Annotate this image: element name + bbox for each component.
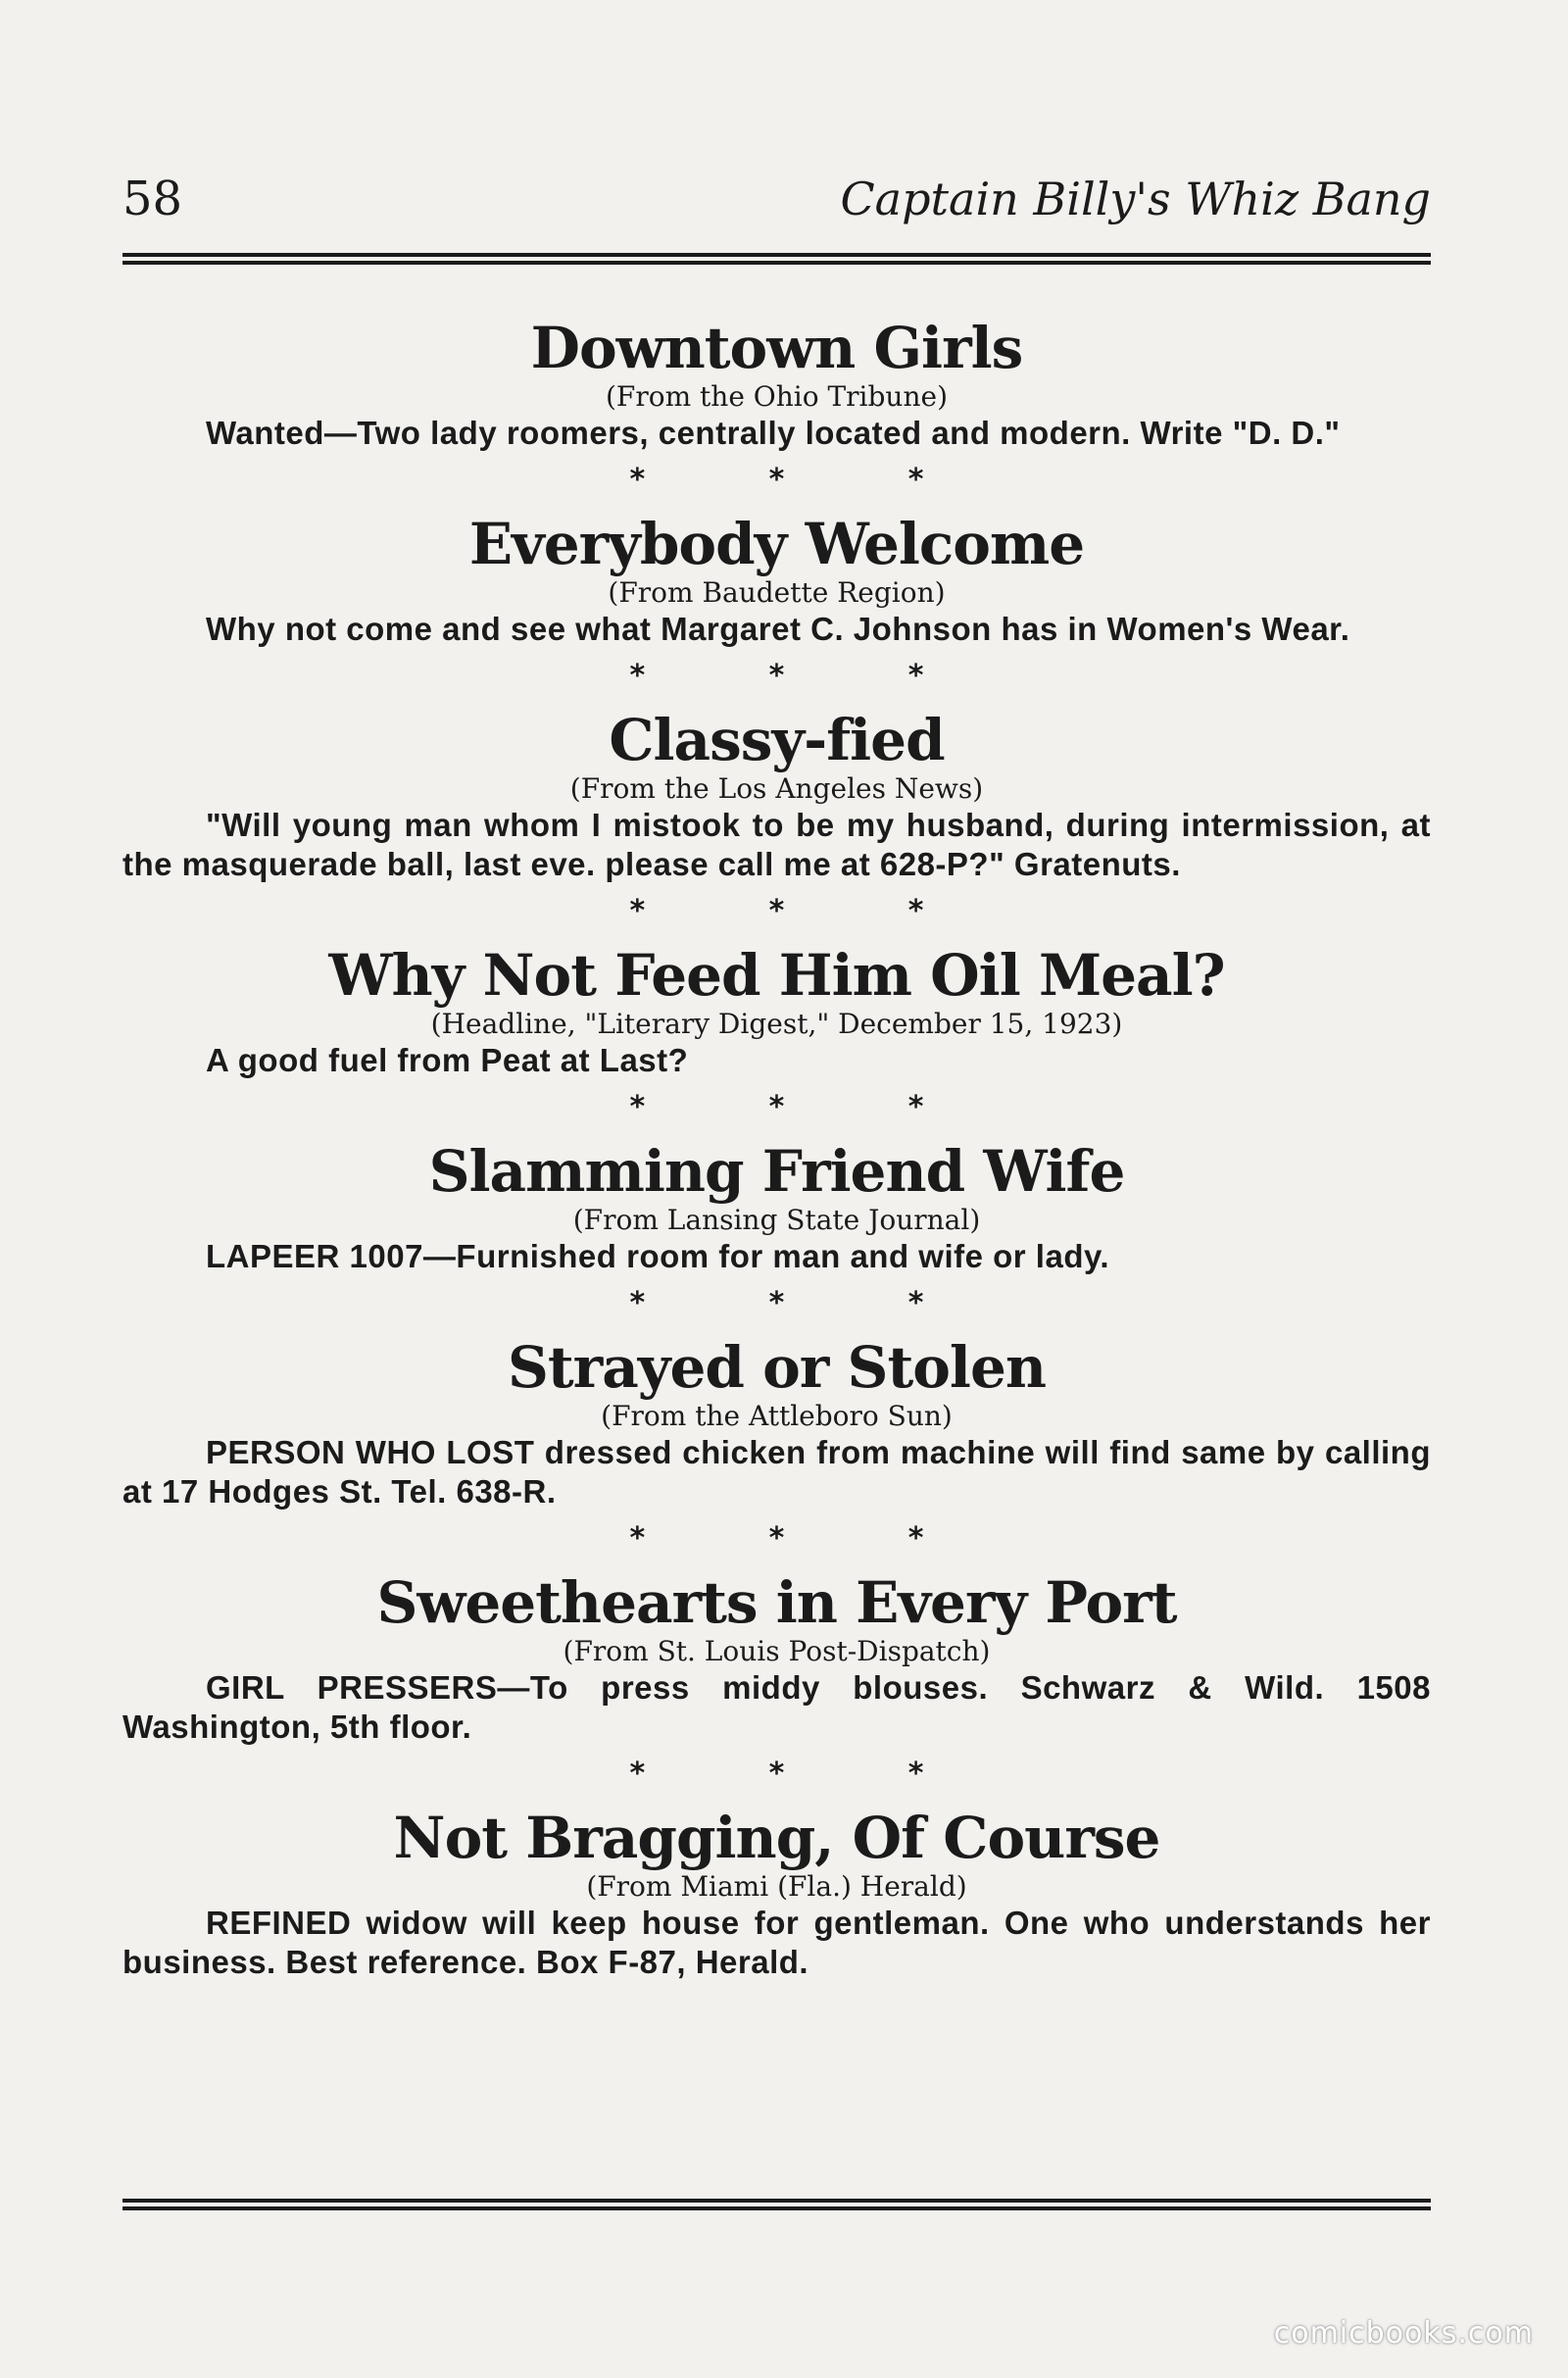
- item-downtown-girls: [122, 316, 1431, 453]
- item-source: (From St. Louis Post-Dispatch): [563, 1635, 991, 1667]
- item-headline: Slamming Friend Wife: [428, 1138, 1125, 1205]
- item-headline: Strayed or Stolen: [507, 1334, 1047, 1401]
- item-source: (From Lansing State Journal): [572, 1204, 981, 1236]
- item-source: (From the Los Angeles News): [569, 772, 984, 805]
- item-headline: Not Bragging, Of Course: [393, 1805, 1160, 1871]
- item-headline: Sweethearts in Every Port: [376, 1569, 1177, 1636]
- item-body: REFINED widow will keep house for gentleman. One who understands her business. Best reference. Box F-87, Herald.: [122, 1905, 1431, 1980]
- item-strayed-or-stolen: [122, 1335, 1431, 1511]
- top-double-rule: [122, 253, 1431, 265]
- asterism-separator: * * *: [629, 659, 981, 693]
- item-slamming-friend-wife: [122, 1139, 1431, 1276]
- item-source: (From Miami (Fla.) Herald): [586, 1870, 967, 1903]
- asterism-separator: * * *: [629, 1757, 981, 1791]
- asterism-separator: * * *: [629, 1090, 981, 1124]
- magazine-title: Captain Billy's Whiz Bang: [840, 173, 1431, 225]
- page-number: 58: [122, 172, 183, 226]
- item-everybody-welcome: [122, 512, 1431, 649]
- item-body: GIRL PRESSERS—To press middy blouses. Schwarz & Wild. 1508 Washington, 5th floor.: [122, 1669, 1431, 1745]
- item-source: (Headline, "Literary Digest," December 15, 1923): [430, 1008, 1123, 1040]
- item-headline: Why Not Feed Him Oil Meal?: [328, 942, 1225, 1009]
- item-body: Why not come and see what Margaret C. Johnson has in Women's Wear.: [206, 611, 1350, 647]
- item-source: (From Baudette Region): [608, 576, 946, 609]
- item-body: "Will young man whom I mistook to be my husband, during intermission, at the masquerade ball, last eve. please call me at 628-P?" Gratenuts.: [122, 807, 1431, 882]
- magazine-page: [122, 0, 1431, 2378]
- item-body: A good fuel from Peat at Last?: [206, 1042, 689, 1078]
- item-headline: Classy-fied: [609, 707, 945, 773]
- asterism-separator: * * *: [629, 463, 981, 497]
- item-headline: Everybody Welcome: [468, 511, 1085, 577]
- running-head: [122, 172, 1431, 240]
- item-source: (From the Attleboro Sun): [601, 1400, 953, 1432]
- watermark: comicbooks.com: [1273, 2316, 1534, 2351]
- item-not-bragging: [122, 1806, 1431, 1982]
- item-body: Wanted—Two lady roomers, centrally located and modern. Write "D. D.": [206, 415, 1341, 451]
- item-classy-fied: [122, 708, 1431, 884]
- item-oil-meal: [122, 943, 1431, 1080]
- item-body: PERSON WHO LOST dressed chicken from machine will find same by calling at 17 Hodges St. Tel. 638-R.: [122, 1434, 1431, 1510]
- item-sweethearts: [122, 1570, 1431, 1747]
- asterism-separator: * * *: [629, 1521, 981, 1556]
- asterism-separator: * * *: [629, 1286, 981, 1320]
- item-source: (From the Ohio Tribune): [605, 380, 948, 413]
- bottom-double-rule: [122, 2199, 1431, 2210]
- asterism-separator: * * *: [629, 894, 981, 928]
- article-column: [122, 316, 1431, 1982]
- item-headline: Downtown Girls: [530, 315, 1023, 381]
- item-body: LAPEER 1007—Furnished room for man and wife or lady.: [206, 1238, 1110, 1274]
